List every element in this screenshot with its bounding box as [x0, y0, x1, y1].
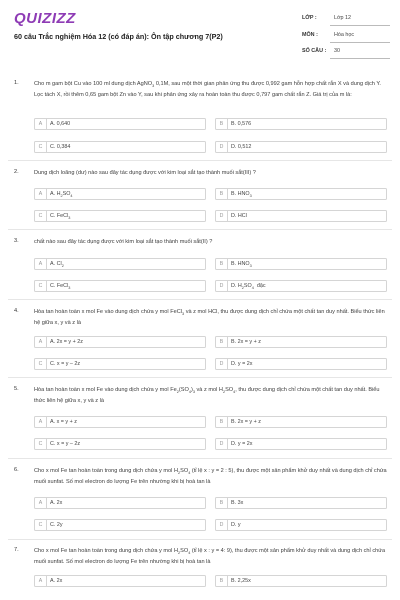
option-a[interactable]: A A. x = y + z — [34, 416, 206, 428]
quizizz-logo: QUIZIZZ — [14, 10, 76, 27]
option-text: A. 2x — [50, 500, 63, 506]
meta-subject — [302, 29, 390, 43]
option-d[interactable]: D D. y = 2x — [215, 358, 387, 370]
meta-underline — [330, 58, 390, 59]
meta-value: 30 — [334, 48, 340, 54]
option-text: C. x = y – 2z — [50, 361, 81, 367]
question-text: Dung dịch loãng (dư) nào sau đây tác dụng được với kim loại sắt tạo thành muối sắt(III) ? — [34, 170, 256, 176]
question-text: Hòa tan hoàn toàn x mol Fe vào dung dịch chứa y mol FeCl$_3$ và z mol HCl, thu được dung dịch chỉ chứa một chất tan duy nhất. Biểu thức liên hệ giữa x, y và z là — [34, 309, 385, 326]
option-text: A. x = y + z — [50, 419, 77, 425]
meta-value: Lớp 12 — [334, 15, 352, 21]
option-text: D. y = 2x — [231, 441, 253, 447]
option-text: B. 2,25x — [231, 578, 251, 584]
option-b[interactable]: B B. 2x = y + z — [215, 336, 387, 348]
option-d[interactable]: D D. 0,512 — [215, 141, 387, 153]
divider — [8, 377, 392, 378]
meta-underline — [330, 42, 390, 43]
option-text: D. HCl — [231, 213, 247, 219]
divider — [8, 539, 392, 540]
meta-key: LỚP : — [302, 15, 317, 21]
question-text: chất nào sau đây tác dụng được với kim loại sắt tạo thành muối sắt(II) ? — [34, 239, 213, 245]
option-text: D. y — [231, 522, 241, 528]
question-text: Cho m gam bột Cu vào 100 ml dung dịch AgNO$_3$ 0,1M, sau một thời gian phản ứng thu được 0,992 gam hỗn hợp chất rắn X và dung dịch Y. Lọc tách X, rồi thêm 0,65 gam bột Zn vào Y, sau khi phản ứng xảy ra hoàn toàn thu được 0,797 gam chất rắn Z. Giá trị của m là: — [34, 81, 381, 98]
question-number: 3. — [14, 238, 19, 244]
option-c[interactable]: C C. FeCl$_3$ — [34, 210, 206, 222]
option-a[interactable]: A A. 0,640 — [34, 118, 206, 130]
option-b[interactable]: B B. 0,576 — [215, 118, 387, 130]
meta-key: SỐ CÂU : — [302, 48, 327, 54]
option-text: B. 3x — [231, 500, 244, 506]
question-text: Cho x mol Fe tan hoàn toàn trong dung dịch chứa y mol $H_2SO_4$ (tỉ lệ x : y = 4: 9), thu được một sản phẩm khử duy nhất và dung dịch chỉ chứa muối sunfat. Số mol electron do lượng Fe trên nhường khi bị hoà tan là — [34, 548, 386, 565]
document-title: 60 câu Trắc nghiệm Hóa 12 (có đáp án): Ôn tập chương 7(P2) — [14, 32, 223, 41]
question-text: Hòa tan hoàn toàn x mol Fe vào dung dịch chứa y mol $Fe_2(SO_4)_3$ và z mol $H_2SO_4$, thu được dung dịch chỉ chứa một chất tan duy nhất. Biểu thức liên hệ giữa x, y và z là — [34, 387, 380, 404]
question-number: 2. — [14, 169, 19, 175]
option-b[interactable]: B B. 2x = y + z — [215, 416, 387, 428]
document-header — [0, 0, 400, 68]
option-text: C. 0,384 — [50, 144, 71, 150]
option-text: C. x = y – 2z — [50, 441, 81, 447]
divider — [8, 160, 392, 161]
option-b[interactable]: B B. 2,25x — [215, 575, 387, 587]
option-b[interactable]: B B. $HNO_3$ — [215, 258, 387, 270]
option-c[interactable]: C C. 0,384 — [34, 141, 206, 153]
divider — [8, 229, 392, 230]
option-text: A. $H_2SO_4$ — [50, 191, 73, 199]
meta-key: MÔN : — [302, 32, 318, 38]
option-a[interactable]: A A. 2x — [34, 575, 206, 587]
meta-grade — [302, 12, 390, 26]
option-d[interactable]: D D. y — [215, 519, 387, 531]
option-text: C. 2y — [50, 522, 63, 528]
meta-question-count — [302, 45, 390, 59]
option-c[interactable]: C C. 2y — [34, 519, 206, 531]
option-a[interactable]: A A. $H_2SO_4$ — [34, 188, 206, 200]
option-text: A. 2x = y + 2z — [50, 339, 83, 345]
option-a[interactable]: A A. 2x = y + 2z — [34, 336, 206, 348]
option-d[interactable]: D D. HCl — [215, 210, 387, 222]
meta-value: Hóa học — [334, 32, 355, 38]
option-text: B. $HNO_3$ — [231, 261, 252, 269]
divider — [8, 458, 392, 459]
option-text: D. y = 2x — [231, 361, 253, 367]
option-text: B. 0,576 — [231, 121, 252, 127]
option-text: A. $Cl_2$ — [50, 261, 64, 269]
question-text: Cho x mol Fe tan hoàn toàn trong dung dịch chứa y mol $H_2SO_4$ (tỉ lệ x : y = 2 : 5), thu được một sản phẩm khử duy nhất và dung dịch chỉ chứa muối sunfat. Số mol electron do lượng Fe trên nhường khi bị hoà tan là — [34, 468, 387, 485]
option-text: B. 2x = y + z — [231, 339, 261, 345]
option-a[interactable]: A A. $Cl_2$ — [34, 258, 206, 270]
question-number: 7. — [14, 547, 19, 553]
question-number: 1. — [14, 80, 19, 86]
option-b[interactable]: B B. 3x — [215, 497, 387, 509]
option-text: D. 0,512 — [231, 144, 252, 150]
option-text: A. 2x — [50, 578, 63, 584]
option-a[interactable]: A A. 2x — [34, 497, 206, 509]
meta-underline — [330, 25, 390, 26]
option-c[interactable]: C C. FeCl$_3$ — [34, 280, 206, 292]
option-d[interactable]: D D. $H_2SO_4$ đặc — [215, 280, 387, 292]
option-c[interactable]: C C. x = y – 2z — [34, 358, 206, 370]
divider — [8, 299, 392, 300]
option-text: C. FeCl$_3$ — [50, 283, 71, 291]
option-b[interactable]: B B. $HNO_3$ — [215, 188, 387, 200]
option-c[interactable]: C C. x = y – 2z — [34, 438, 206, 450]
option-text: D. $H_2SO_4$ đặc — [231, 283, 266, 291]
question-number: 6. — [14, 467, 19, 473]
option-text: B. 2x = y + z — [231, 419, 261, 425]
question-number: 4. — [14, 308, 19, 314]
option-text: B. $HNO_3$ — [231, 191, 252, 199]
option-d[interactable]: D D. y = 2x — [215, 438, 387, 450]
option-text: A. 0,640 — [50, 121, 71, 127]
question-number: 5. — [14, 386, 19, 392]
option-text: C. FeCl$_3$ — [50, 213, 71, 221]
